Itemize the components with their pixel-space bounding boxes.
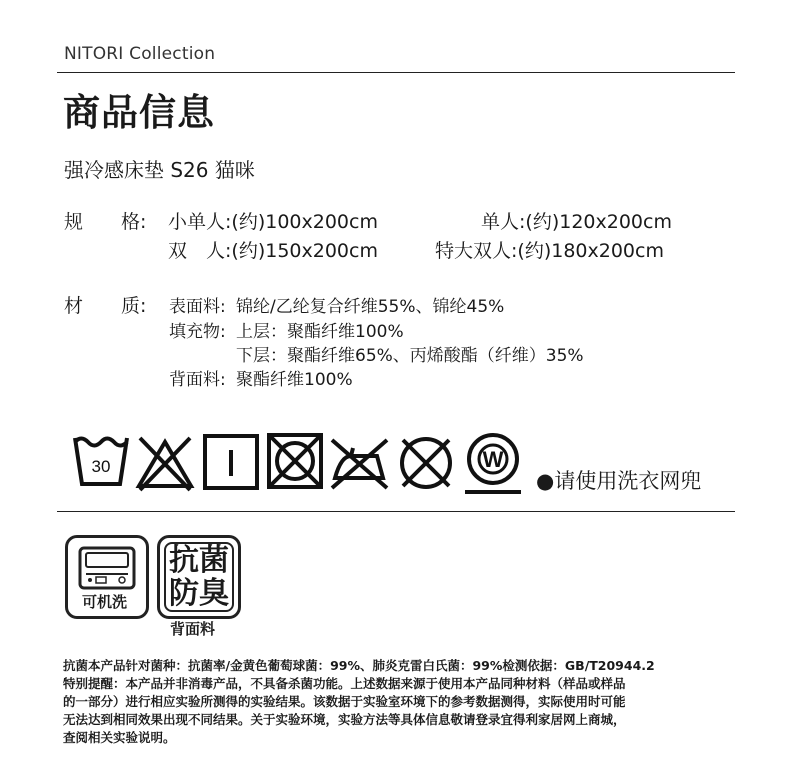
antibacterial-caption: 背面料	[170, 620, 216, 638]
size-small-single: 小单人:(约)100x200cm	[168, 211, 378, 233]
material-label: 材 质:	[64, 295, 147, 317]
footnote-line2: 特别提醒：本产品并非消毒产品，不具备杀菌功能。上述数据来源于使用本产品同种材料（样品或样品	[63, 676, 626, 691]
wash-30-tub-icon	[72, 430, 130, 492]
size-king: 特大双人:(约)180x200cm	[435, 240, 664, 262]
back-value: 聚酯纤维100%	[236, 370, 353, 390]
care-divider	[57, 511, 735, 512]
footnote-line4: 无法达到相同效果出现不同结果。关于实验环境，实验方法等具体信息敬请登录宜得利家居网上商城，	[63, 712, 626, 727]
antibacterial-line1: 抗菌	[169, 543, 229, 578]
product-name: 强冷感床垫 S26 猫咪	[64, 158, 255, 182]
tumble-dry-hang-icon	[202, 430, 262, 492]
size-double: 双 人:(约)150x200cm	[168, 240, 378, 262]
antibacterial-badge	[157, 535, 241, 619]
page-title: 商品信息	[63, 91, 215, 134]
header-divider	[57, 72, 735, 73]
antibacterial-line2: 防臭	[169, 576, 229, 611]
surface-label: 表面料:	[169, 297, 226, 317]
no-bleach-icon	[134, 430, 196, 492]
footnote-line5: 查阅相关实验说明。	[63, 730, 176, 745]
no-iron-icon	[327, 430, 391, 492]
size-single: 单人:(约)120x200cm	[481, 211, 672, 233]
filling-upper: 上层：聚酯纤维100%	[236, 322, 404, 342]
filling-label: 填充物:	[169, 322, 226, 342]
wet-symbol: W	[482, 447, 504, 472]
wet-clean-w-icon	[462, 430, 524, 496]
brand-name: NITORI Collection	[64, 44, 216, 64]
washing-machine-icon	[78, 546, 136, 590]
filling-lower: 下层：聚酯纤维65%、丙烯酸酯（纤维）35%	[236, 346, 584, 366]
back-label: 背面料:	[169, 370, 226, 390]
surface-value: 锦纶/乙纶复合纤维55%、锦纶45%	[236, 297, 505, 317]
footnote-line1: 抗菌本产品针对菌种：抗菌率/金黄色葡萄球菌：99%、肺炎克雷白氏菌：99%检测依据：GB/T20944.2	[63, 658, 655, 673]
spec-label: 规 格:	[64, 211, 147, 233]
machine-wash-label: 可机洗	[82, 593, 128, 611]
footnote-line3: 的一部分）进行相应实验所测得的实验结果。该数据于实验室环境下的参考数据测得，实际使用时可能	[63, 694, 626, 709]
wash-temp: 30	[91, 457, 111, 476]
machine-wash-badge	[65, 535, 149, 619]
no-dry-clean-icon	[395, 430, 457, 492]
laundry-net-note: ●请使用洗衣网兜	[536, 469, 702, 493]
no-tumble-dry-icon	[265, 430, 325, 492]
